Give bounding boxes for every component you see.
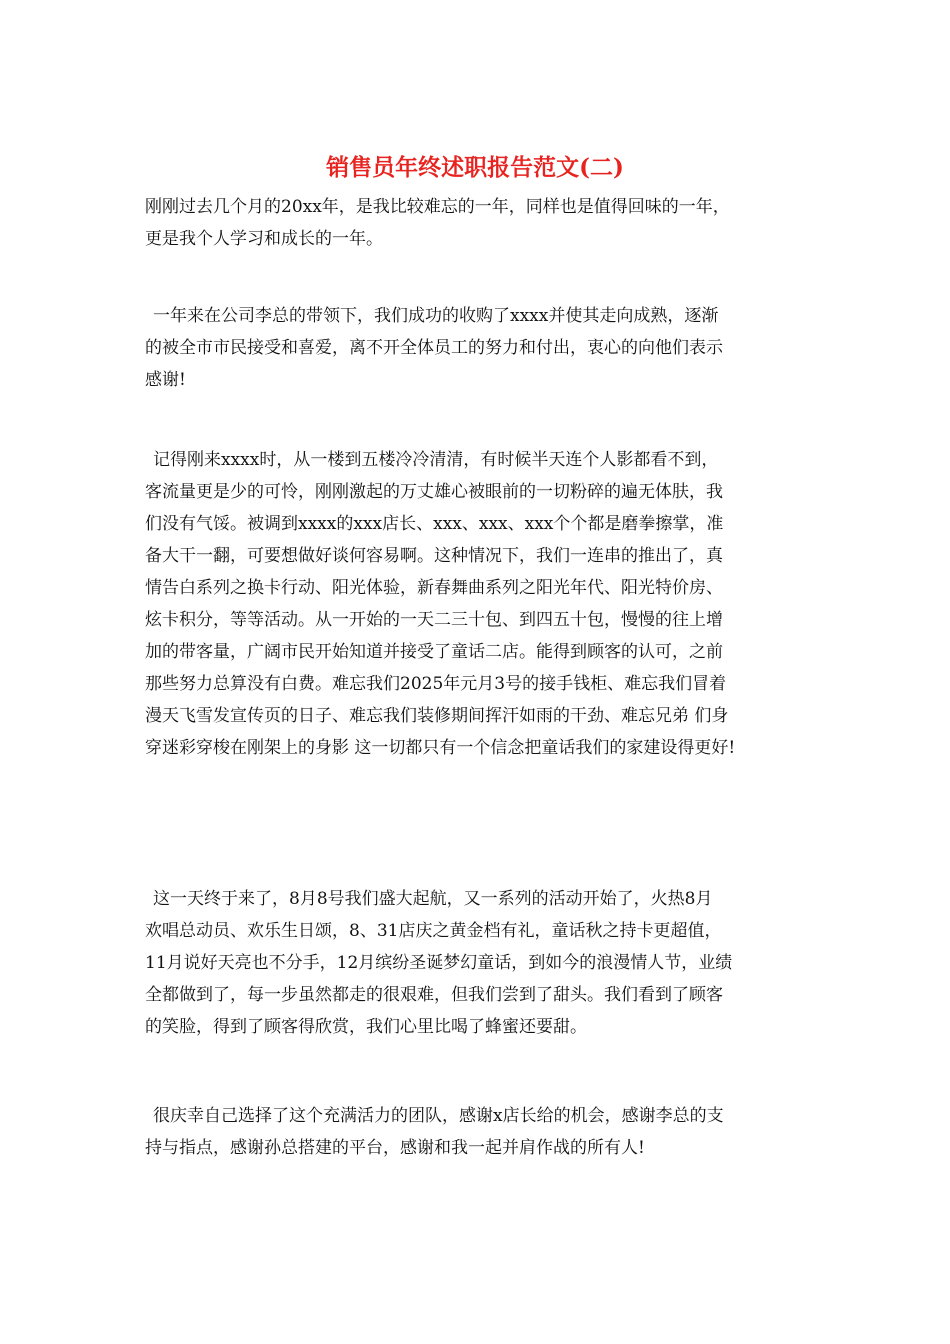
paragraph-line: 的被全市市民接受和喜爱，离不开全体员工的努力和付出，衷心的向他们表示 [145, 338, 723, 358]
paragraph-line: 感谢! [145, 370, 186, 390]
paragraph-5 [145, 1100, 833, 1164]
paragraph-line: 11月说好天亮也不分手，12月缤纷圣诞梦幻童话，到如今的浪漫情人节，业绩 [145, 953, 733, 973]
paragraph-line: 炫卡积分，等等活动。从一开始的一天二三十包、到四五十包，慢慢的往上增 [145, 610, 723, 630]
paragraph-line: 那些努力总算没有白费。难忘我们2025年元月3号的接手钱柜、难忘我们冒着 [145, 674, 727, 694]
paragraph-4 [145, 883, 833, 1043]
paragraph-line: 们没有气馁。被调到xxxx的xxx店长、xxx、xxx、xxx个个都是磨拳擦掌，准 [145, 514, 724, 534]
paragraph-line: 情告白系列之换卡行动、阳光体验，新春舞曲系列之阳光年代、阳光特价房、 [145, 578, 723, 598]
paragraph-line: 这一天终于来了，8月8号我们盛大起航，又一系列的活动开始了，火热8月 [153, 889, 713, 909]
paragraph-line: 刚刚过去几个月的20xx年，是我比较难忘的一年，同样也是值得回味的一年， [145, 197, 730, 217]
paragraph-line: 欢唱总动员、欢乐生日颂，8、31店庆之黄金档有礼，童话秋之持卡更超值， [145, 921, 722, 941]
paragraph-line: 加的带客量，广阔市民开始知道并接受了童话二店。能得到顾客的认可，之前 [145, 642, 723, 662]
paragraph-line: 客流量更是少的可怜，刚刚激起的万丈雄心被眼前的一切粉碎的遍无体肤，我 [145, 482, 723, 502]
paragraph-3 [145, 444, 833, 764]
paragraph-2 [145, 300, 833, 396]
paragraph-line: 持与指点，感谢孙总搭建的平台，感谢和我一起并肩作战的所有人! [145, 1138, 645, 1158]
paragraph-1 [145, 191, 825, 255]
paragraph-line: 更是我个人学习和成长的一年。 [145, 229, 383, 249]
paragraph-line: 一年来在公司李总的带领下，我们成功的收购了xxxx并使其走向成熟，逐渐 [153, 306, 719, 326]
paragraph-line: 备大干一翻，可要想做好谈何容易啊。这种情况下，我们一连串的推出了，真 [145, 546, 723, 566]
paragraph-line: 的笑脸，得到了顾客得欣赏，我们心里比喝了蜂蜜还要甜。 [145, 1017, 587, 1037]
paragraph-line: 穿迷彩穿梭在刚架上的身影 这一切都只有一个信念把童话我们的家建设得更好! [145, 738, 736, 758]
paragraph-line: 漫天飞雪发宣传页的日子、难忘我们装修期间挥汗如雨的干劲、难忘兄弟 们身 [145, 706, 729, 726]
paragraph-line: 记得刚来xxxx时，从一楼到五楼冷冷清清，有时候半天连个人影都看不到， [153, 450, 719, 470]
paragraph-line: 全都做到了，每一步虽然都走的很艰难，但我们尝到了甜头。我们看到了顾客 [145, 985, 723, 1005]
paragraph-line: 很庆幸自己选择了这个充满活力的团队，感谢x店长给的机会，感谢李总的支 [153, 1106, 724, 1126]
document-title: 销售员年终述职报告范文(二) [326, 154, 624, 181]
